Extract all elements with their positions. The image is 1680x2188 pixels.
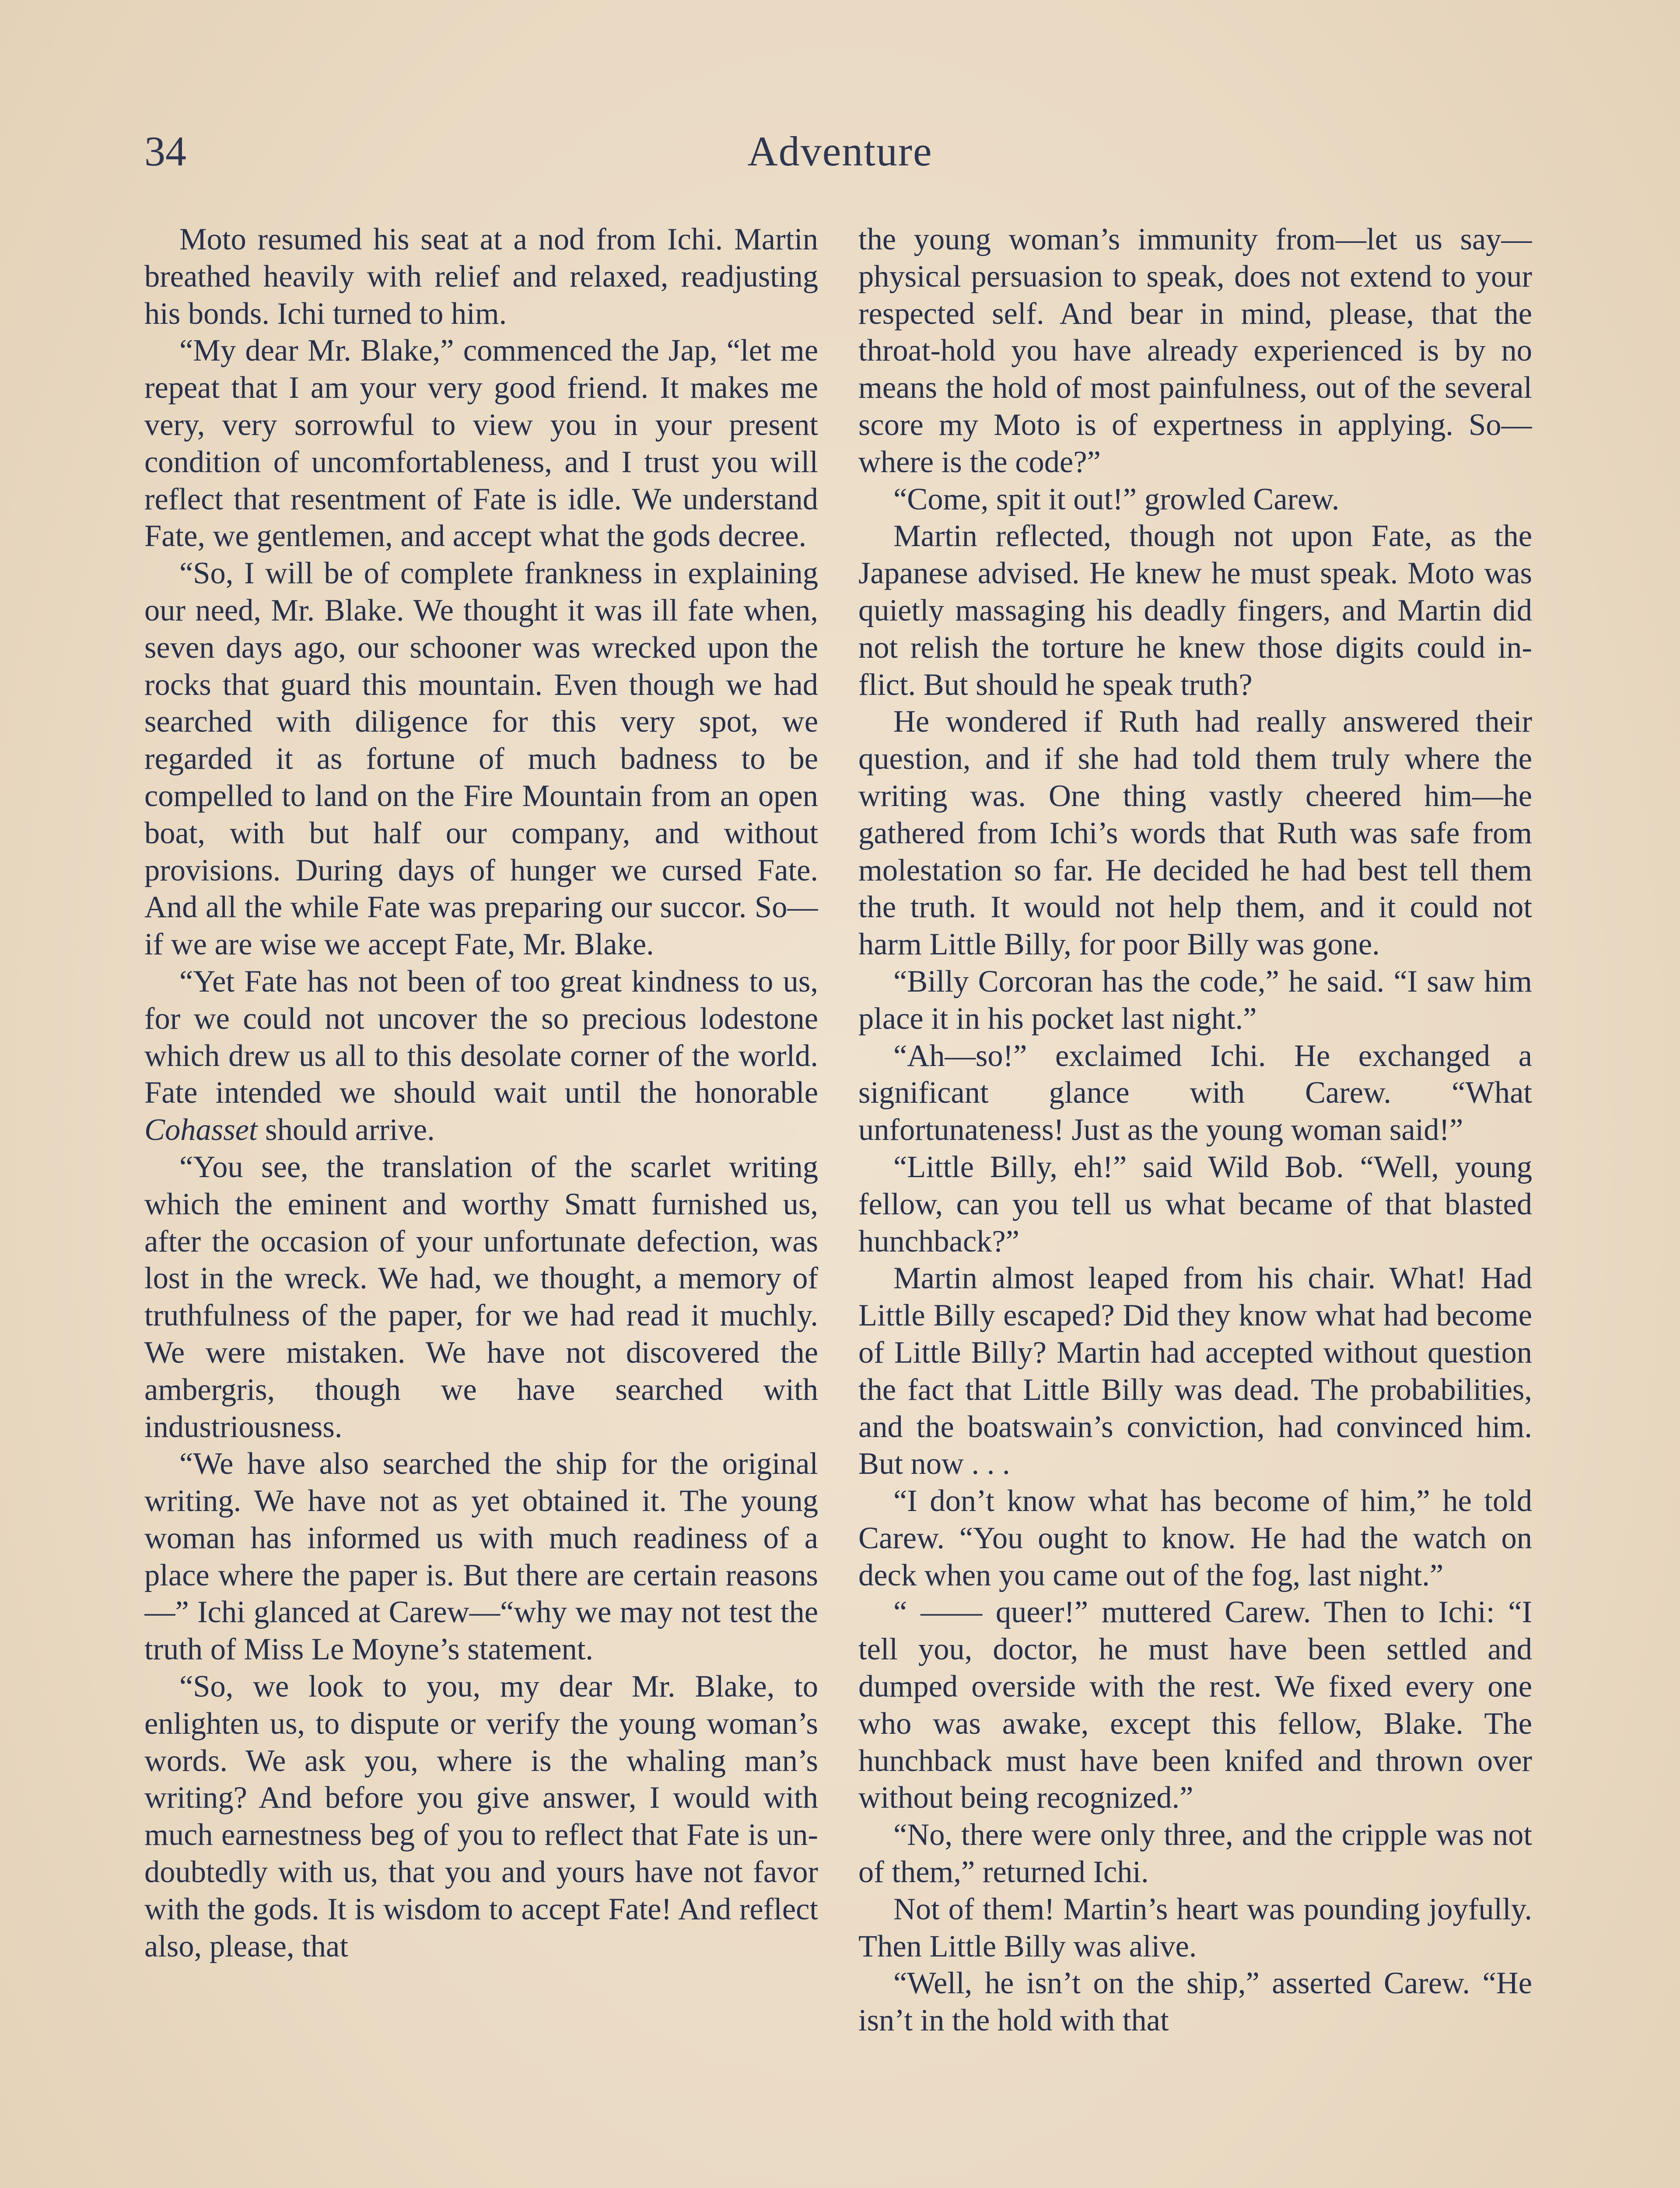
paragraph xyxy=(858,1891,1532,1965)
paragraph-text: “I don’t know what has become of him,” he told Carew. “You ought to know. He had the watch on deck when you came out of the fog, last night.” xyxy=(858,1484,1532,1592)
paragraph-text: “Come, spit it out!” growled Carew. xyxy=(893,482,1340,516)
paragraph xyxy=(858,703,1532,963)
paragraph-text: “So, I will be of complete frankness in explaining our need, Mr. Blake. We thought it was ill fate when, seven days ago, our schooner was wrecked upon the rocks that guard this mountain. Even though we had searched with diligence for this very spot, we regarded it as fortune of much badness to be compelled to land on the Fire Mountain from an open boat, with but half our company, and without provisions. During days of hunger we cursed Fate. And all the while Fate was preparing our succor. So—if we are wise we accept Fate, Mr. Blake. xyxy=(144,556,818,962)
paragraph xyxy=(144,555,818,963)
paragraph xyxy=(858,1038,1532,1149)
paragraph xyxy=(858,963,1532,1038)
paragraph-text: “Ah—so!” exclaimed Ichi. He exchanged a significant glance with Carew. “What unfortunateness! Just as the young woman said!” xyxy=(858,1038,1532,1147)
paragraph xyxy=(858,1149,1532,1260)
paragraph-text: Moto resumed his seat at a nod from Ichi. Martin breathed heavily with relief and relaxed, readjusting his bonds. Ichi turned to him. xyxy=(144,222,818,331)
paragraph xyxy=(858,518,1532,703)
paragraph xyxy=(144,332,818,555)
paragraph-text: “You see, the translation of the scarlet writing which the eminent and worthy Smatt furnished us, after the occasion of your unfortunate defection, was lost in the wreck. We had, we thought, a memory of truthfulness of the paper, for we had read it muchly. We were mistaken. We have not discovered the ambergris, though we have searched with industriousness. xyxy=(144,1150,818,1444)
paragraph-text: He wondered if Ruth had really answered their question, and if she had told them truly where the writing was. One thing vastly cheered him—he gathered from Ichi’s words that Ruth was safe from molestation so far. He decided he had best tell them the truth. It would not help them, and it could not harm Little Billy, for poor Billy was gone. xyxy=(858,705,1532,962)
paragraph xyxy=(858,1965,1532,2039)
paragraph xyxy=(144,1445,818,1668)
page-header xyxy=(144,127,1536,197)
paragraph-text: “My dear Mr. Blake,” commenced the Jap, “let me repeat that I am your very good friend. It makes me very, very sorrowful to view you in your present condition of uncomfortableness, and I trust you will reflect that resentment of Fate is idle. We understand Fate, we gentlemen, and accept what the gods decree. xyxy=(144,333,818,554)
paragraph xyxy=(858,481,1532,518)
paragraph-text: “Yet Fate has not been of too great kindness to us, for we could not uncover the so precious lodestone which drew us all to this desolate corner of the world. Fate intended we should wait until the honorable xyxy=(144,964,818,1110)
paragraph xyxy=(144,963,818,1149)
running-title: Adventure xyxy=(747,128,933,175)
paragraph-text: the young woman’s immunity from—let us say—physical persuasion to speak, does not extend to your respected self. And bear in mind, please, that the throat-hold you have already experienced is by no means the hold of most painfulness, out of the several score my Moto is of expertness in applying. So— where is the code?” xyxy=(858,222,1532,479)
paragraph-text: “We have also searched the ship for the original writing. We have not as yet obtained it. The young woman has informed us with much readiness of a place where the paper is. But there are certain reasons—” Ichi glanced at Carew—“why we may not test the truth of Miss Le Moyne’s statement. xyxy=(144,1447,818,1667)
paragraph xyxy=(858,1260,1532,1483)
italic-ship-name: Cohasset xyxy=(144,1113,258,1147)
paragraph-text: “Billy Corcoran has the code,” he said. “I saw him place it in his pocket last night.” xyxy=(858,964,1532,1036)
left-text-column xyxy=(144,221,818,2188)
paragraph-text: “Well, he isn’t on the ship,” asserted Carew. “He isn’t in the hold with that xyxy=(858,1966,1532,2038)
right-text-column xyxy=(858,221,1532,2188)
paragraph-text: “Little Billy, eh!” said Wild Bob. “Well, young fellow, can you tell us what became of that blasted hunchback?” xyxy=(858,1150,1532,1259)
paragraph xyxy=(144,1668,818,1965)
paragraph-text: “ —— queer!” muttered Carew. Then to Ichi: “I tell you, doctor, he must have been settled and dumped overside with the rest. We fixed every one who was awake, except this fellow, Blake. The hunchback must have been knifed and thrown over without being recognized.” xyxy=(858,1595,1532,1815)
paragraph-text: “So, we look to you, my dear Mr. Blake, to enlighten us, to dispute or verify the young woman’s words. We ask you, where is the whaling man’s writing? And before you give answer, I would with much earnestness beg of you to reflect that Fate is undoubtedly with us, that you and yours have not favor with the gods. It is wisdom to accept Fate! And reflect also, please, that xyxy=(144,1669,818,1964)
page-number: 34 xyxy=(144,128,186,175)
paragraph-text: Not of them! Martin’s heart was pounding joyfully. Then Little Billy was alive. xyxy=(858,1892,1532,1964)
paragraph-text: “No, there were only three, and the cripple was not of them,” returned Ichi. xyxy=(858,1818,1532,1890)
paragraph xyxy=(144,221,818,332)
paragraph-text: Martin reflected, though not upon Fate, as the Japanese advised. He knew he must speak. Moto was quietly massaging his deadly fingers, and Martin did not relish the torture he knew those digits could inflict. But should he speak truth? xyxy=(858,519,1532,702)
paragraph xyxy=(858,1483,1532,1594)
paragraph-text: should arrive. xyxy=(257,1113,435,1147)
paragraph xyxy=(858,1594,1532,1816)
paragraph xyxy=(858,1816,1532,1891)
paragraph-text: Martin almost leaped from his chair. What! Had Little Billy escaped? Did they know what had become of Little Billy? Martin had accepted without question the fact that Little Billy was dead. The probabilities, and the boatswain’s conviction, had convinced him. But now . . . xyxy=(858,1261,1532,1481)
paragraph xyxy=(858,221,1532,481)
paragraph xyxy=(144,1149,818,1445)
